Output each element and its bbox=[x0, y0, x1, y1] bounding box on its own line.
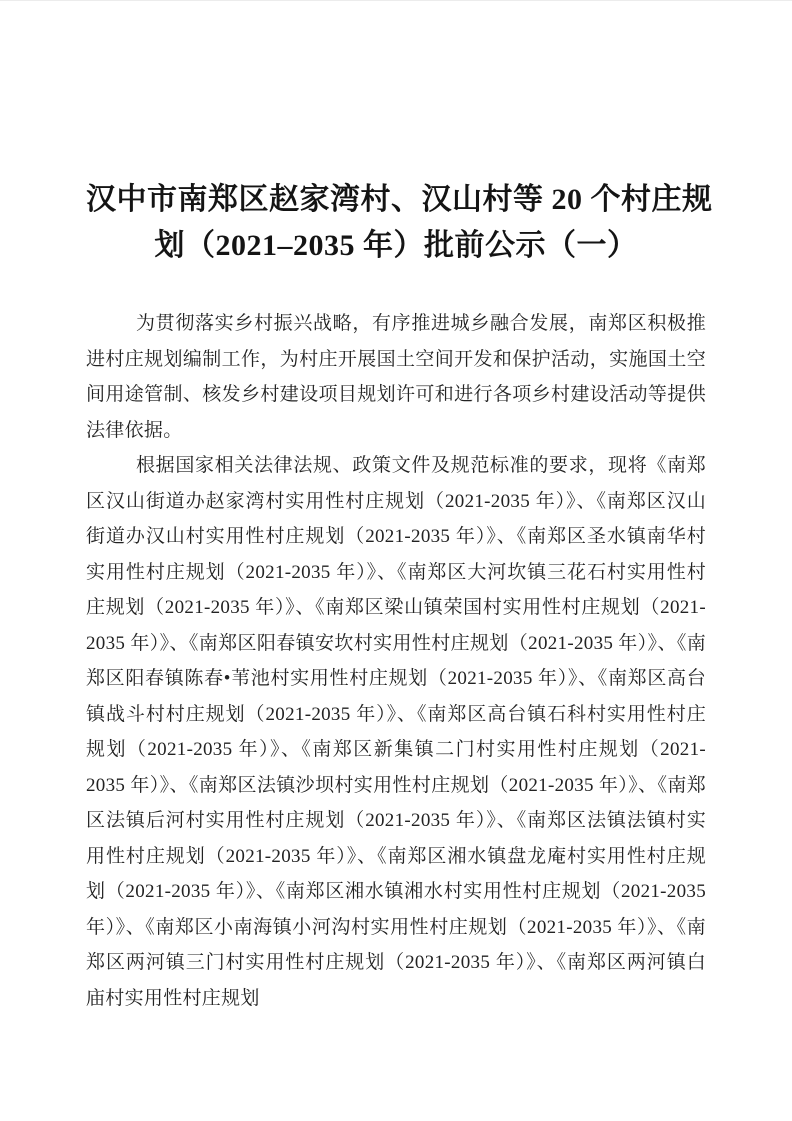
paragraph-plan-list: 根据国家相关法律法规、政策文件及规范标准的要求，现将《南郑区汉山街道办赵家湾村实用性村庄规划（2021-2035 年）》、《南郑区汉山街道办汉山村实用性村庄规划（2021-2035 年）》、《南郑区圣水镇南华村实用性村庄规划（2021-2035 年）》、《南郑区大河坎镇三花石村实用性村庄规划（2021-2035 年）》、《南郑区梁山镇荣国村实用性村庄规划（2021-2035 年）》、《南郑区阳春镇安坎村实用性村庄规划（2021-2035 年）》、《南郑区阳春镇陈春•苇池村实用性村庄规划（2021-2035 年）》、《南郑区高台镇战斗村村庄规划（2021-2035 年）》、《南郑区高台镇石科村实用性村庄规划（2021-2035 年）》、《南郑区新集镇二门村实用性村庄规划（2021-2035 年）》、《南郑区法镇沙坝村实用性村庄规划（2021-2035 年）》、《南郑区法镇后河村实用性村庄规划（2021-2035 年）》、《南郑区法镇法镇村实用性村庄规划（2021-2035 年）》、《南郑区湘水镇盘龙庵村实用性村庄规划（2021-2035 年）》、《南郑区湘水镇湘水村实用性村庄规划（2021-2035 年）》、《南郑区小南海镇小河沟村实用性村庄规划（2021-2035 年）》、《南郑区两河镇三门村实用性村庄规划（2021-2035 年）》、《南郑区两河镇白庙村实用性村庄规划 bbox=[86, 455, 706, 1009]
document-title-line-2: 划（2021–2035 年）批前公示（一） bbox=[154, 229, 638, 262]
document-content bbox=[0, 1, 792, 1016]
document-title-line-1: 汉中市南郑区赵家湾村、汉山村等 20 个村庄规 bbox=[86, 183, 713, 216]
document-body bbox=[86, 306, 706, 1016]
document-title bbox=[86, 177, 713, 269]
paragraph-intro: 为贯彻落实乡村振兴战略，有序推进城乡融合发展，南郑区积极推进村庄规划编制工作，为村庄开展国土空间开发和保护活动，实施国土空间用途管制、核发乡村建设项目规划许可和进行各项乡村建设活动等提供法律依据。 bbox=[86, 313, 706, 441]
